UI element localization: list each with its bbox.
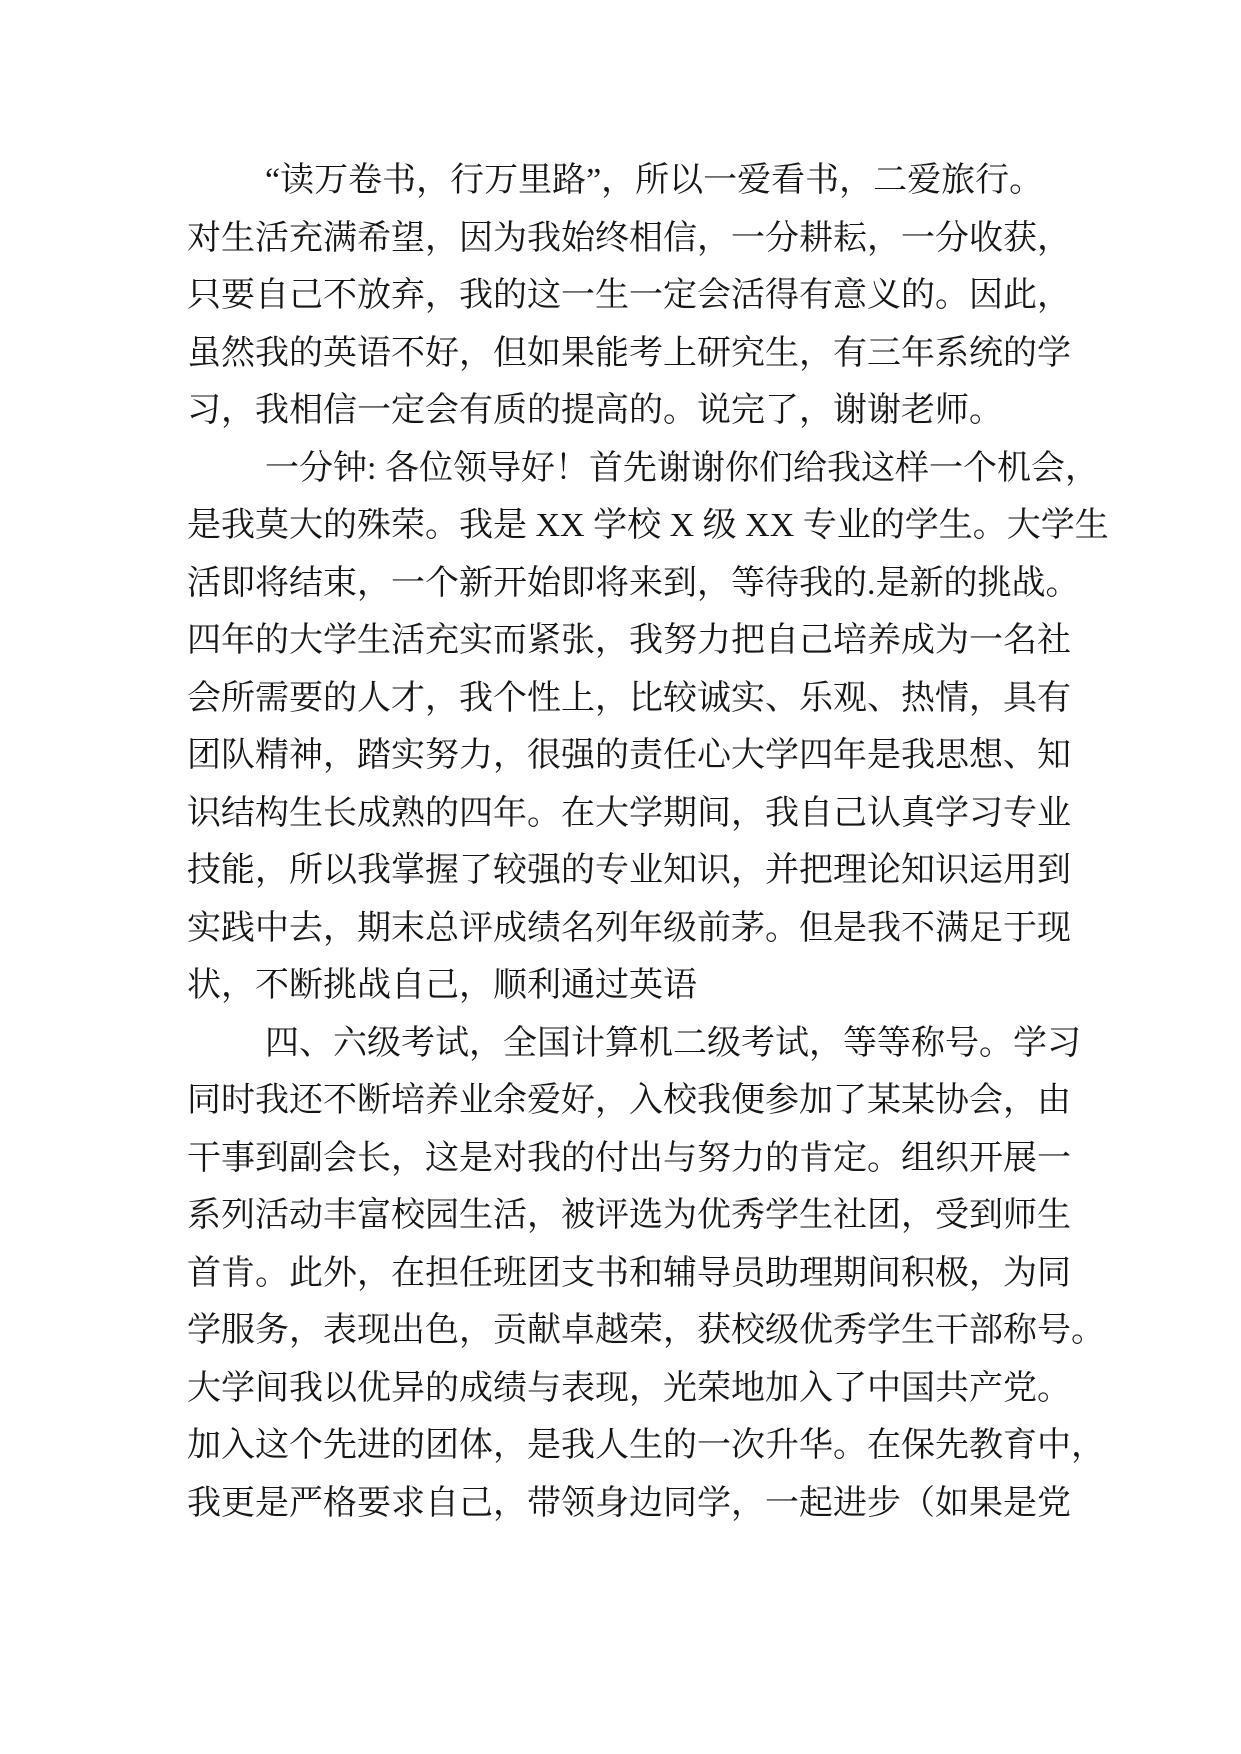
text-line: 大学间我以优异的成绩与表现，光荣地加入了中国共产党。 [187, 1369, 1071, 1407]
paragraph [187, 1015, 1105, 1533]
text-line: 只要自己不放弃，我的这一生一定会活得有意义的。因此， [187, 277, 1071, 314]
document-page [187, 152, 1109, 1532]
text-line: 团队精神，踏实努力，很强的责任心大学四年是我思想、知 [187, 737, 1071, 774]
text-line: 同时我还不断培养业余爱好，入校我便参加了某某协会，由 [187, 1082, 1071, 1119]
text-line: 会所需要的人才，我个性上，比较诚实、乐观、热情，具有 [187, 679, 1071, 717]
text-line: 四年的大学生活充实而紧张，我努力把自己培养成为一名社 [187, 622, 1071, 659]
text-line: 学服务，表现出色，贡献卓越荣，获校级优秀学生干部称号。 [187, 1312, 1105, 1349]
text-line: 活即将结束，一个新开始即将来到，等待我的.是新的挑战。 [187, 564, 1080, 602]
paragraph [187, 440, 1109, 1015]
text-line: 四、六级考试，全国计算机二级考试，等等称号。学习 [265, 1024, 1081, 1062]
text-line: 识结构生长成熟的四年。在大学期间，我自己认真学习专业 [187, 794, 1071, 832]
text-line: 加入这个先进的团体，是我人生的一次升华。在保先教育中， [187, 1427, 1105, 1464]
text-line: 系列活动丰富校园生活，被评选为优秀学生社团，受到师生 [187, 1197, 1071, 1234]
text-line: 我更是严格要求自己，带领身边同学，一起进步（如果是党 [187, 1484, 1071, 1522]
text-line: 虽然我的英语不好，但如果能考上研究生，有三年系统的学 [187, 334, 1071, 372]
text-line: 状，不断挑战自己，顺利通过英语 [187, 967, 697, 1004]
text-line: 对生活充满希望，因为我始终相信，一分耕耘，一分收获， [187, 219, 1071, 257]
text-line: 技能，所以我掌握了较强的专业知识，并把理论知识运用到 [187, 852, 1071, 889]
text-line: 首肯。此外，在担任班团支书和辅导员助理期间积极，为同 [187, 1254, 1071, 1292]
text-line: 一分钟: 各位领导好！首先谢谢你们给我这样一个机会， [265, 449, 1099, 487]
paragraph [187, 152, 1071, 440]
text-line: 习，我相信一定会有质的提高的。说完了，谢谢老师。 [187, 392, 1003, 429]
text-line: 实践中去，期末总评成绩名列年级前茅。但是我不满足于现 [187, 909, 1071, 947]
text-line: 干事到副会长，这是对我的付出与努力的肯定。组织开展一 [187, 1139, 1071, 1177]
text-line: “读万卷书，行万里路”，所以一爱看书，二爱旅行。 [265, 162, 1044, 199]
text-line: 是我莫大的殊荣。我是 XX 学校 X 级 XX 专业的学生。大学生 [187, 507, 1109, 544]
